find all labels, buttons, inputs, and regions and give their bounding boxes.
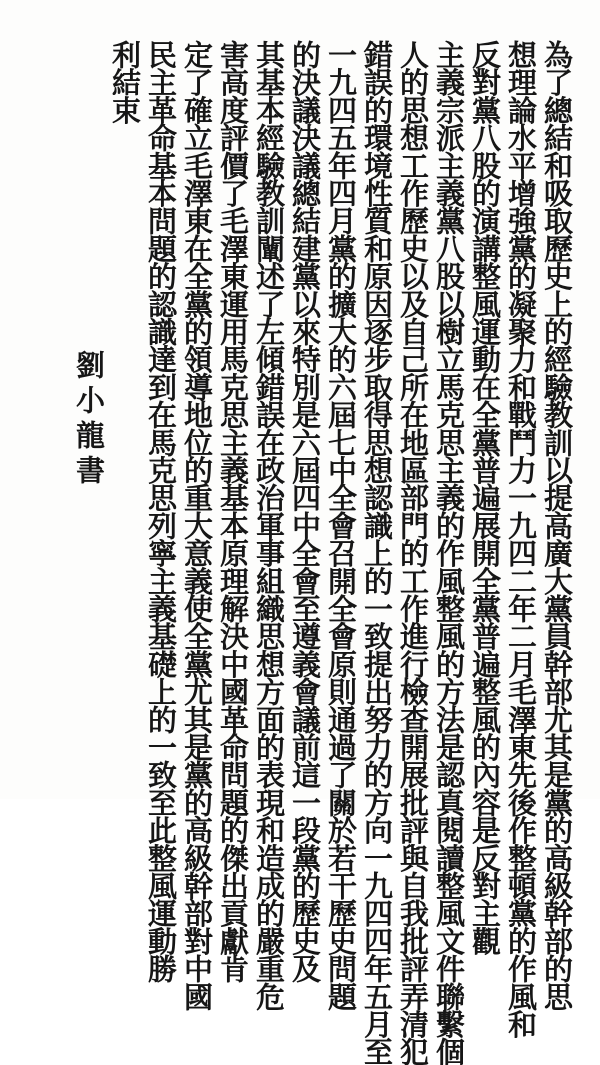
text-column-1: 為了總結和吸取歷史上的經驗教訓以提高廣大黨員幹部尤其是黨的高級幹部的思: [540, 40, 574, 1010]
text-column-2: 想理論水平增強黨的凝聚力和戰鬥力一九四二年二月毛澤東先後作整頓黨的作風和: [504, 40, 538, 1038]
text-column-3: 反對黨八股的演講整風運動在全黨普遍展開全黨普遍整風的內容是反對主觀: [468, 40, 502, 955]
text-column-12: 民主革命基本問題的認識達到在馬克思列寧主義基礎上的一致至此整風運動勝: [144, 40, 178, 982]
signature: 劉小龍書: [72, 350, 106, 490]
text-column-13: 利結束: [108, 40, 142, 124]
text-column-7: 一九四五年四月黨的擴大的六屆七中全會召開全會原則通過了關於若干歷史問題: [324, 40, 358, 1010]
text-column-11: 定了確立毛澤東在全黨的領導地位的重大意義使全黨尤其是黨的高級幹部對中國: [180, 40, 214, 1010]
text-column-8: 的決議決議總結建黨以來特別是六屆四中全會至遵義會議前這一段黨的歷史及: [288, 40, 322, 982]
text-column-5: 人的思想工作歷史以及自己所在地區部門的工作進行檢查開展批評與自我批評弄清犯: [396, 40, 430, 1065]
text-column-9: 其基本經驗教訓闡述了左傾錯誤在政治軍事組織思想方面的表現和造成的嚴重危: [252, 40, 286, 1010]
text-column-10: 害高度評價了毛澤東運用馬克思主義基本原理解決中國革命問題的傑出貢獻肯: [216, 40, 250, 982]
text-column-6: 錯誤的環境性質和原因逐步取得思想認識上的一致提出努力的方向一九四四年五月至: [360, 40, 394, 1065]
text-column-4: 主義宗派主義黨八股以樹立馬克思主義的作風整風的方法是認真閱讀整風文件聯繫個: [432, 40, 466, 1065]
